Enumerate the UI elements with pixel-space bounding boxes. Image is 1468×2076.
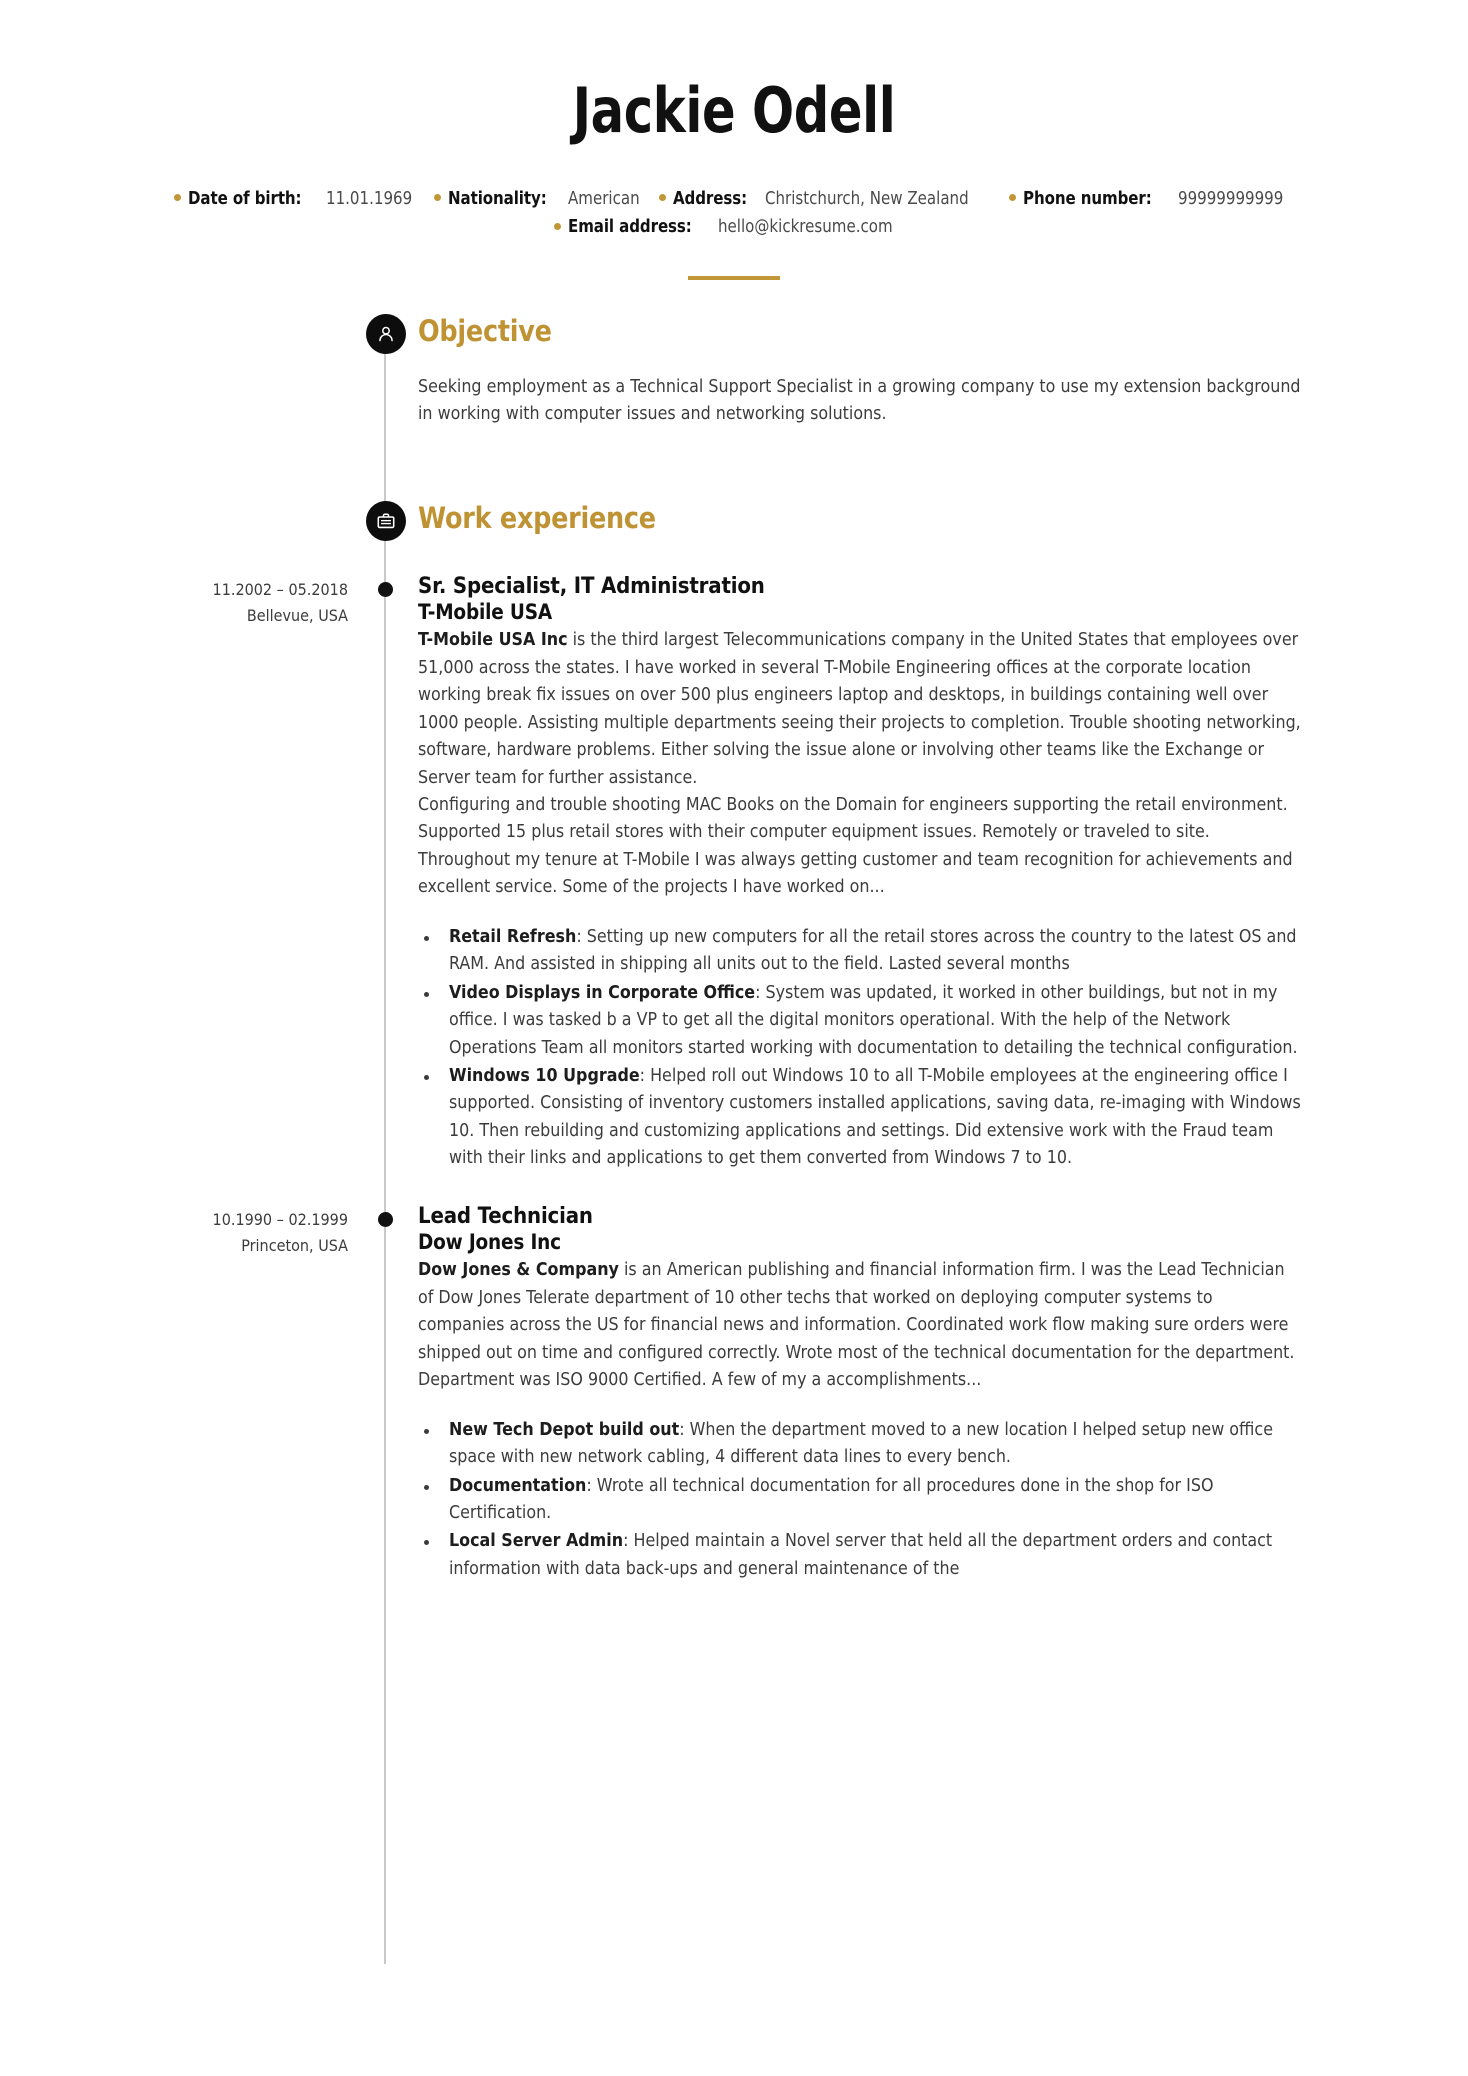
achievement-text	[449, 924, 1303, 979]
contact-label: Phone number:	[1022, 189, 1152, 210]
contact-line-primary	[60, 185, 1408, 213]
job-location: Princeton, USA	[241, 1235, 348, 1255]
job-description-extra: Configuring and trouble shooting MAC Books on the Domain for engineers supporting the retail environment.	[418, 795, 1288, 816]
bullet-dot-icon	[1009, 194, 1016, 201]
section-spacer	[0, 469, 1468, 493]
achievement-rest: : Helped maintain a Novel server that held all the department orders and contact information with data back-ups and general maintenance of the	[449, 1531, 1273, 1579]
section-title-work-experience: Work experience	[418, 500, 656, 535]
job-dates: 11.2002 – 05.2018	[212, 579, 348, 599]
section-objective	[0, 306, 1468, 429]
job-title: Lead Technician	[418, 1202, 593, 1229]
contact-label: Email address:	[568, 217, 692, 238]
job-description-lead: Dow Jones & Company	[418, 1260, 619, 1281]
job-description	[418, 627, 1303, 792]
achievement-rest: : System was updated, it worked in other buildings, but not in my office. I was tasked b a VP to get all the digital monitors operational. With the help of the Network Operations Team all monitors started working with documentation to detailing the technical configuration.	[449, 982, 1298, 1058]
list-item	[418, 1528, 1303, 1583]
resume-header	[0, 0, 1468, 280]
objective-paragraph: Seeking employment as a Technical Support Specialist in a growing company to use my extension background in working with computer issues and networking solutions.	[418, 376, 1301, 425]
contact-label: Nationality:	[447, 189, 547, 210]
achievement-text	[449, 1063, 1303, 1173]
list-item	[418, 1417, 1303, 1472]
job-description-extra: Supported 15 plus retail stores with their computer equipment issues. Remotely or traveled to site. Throughout my tenure at T-Mobile I was always getting customer and team recognition for achievements and excellent service. Some of the projects I have worked on...	[418, 822, 1293, 898]
job-title: Sr. Specialist, IT Administration	[418, 572, 765, 599]
bullet-dot-icon	[659, 194, 666, 201]
objective-body	[0, 374, 1468, 429]
achievement-lead: Retail Refresh	[449, 926, 577, 947]
achievement-lead: Local Server Admin	[449, 1531, 624, 1552]
bullet-dot-icon	[554, 223, 561, 230]
person-icon	[366, 314, 406, 354]
job-description-rest: is an American publishing and financial information firm. I was the Lead Technician of Dow Jones Telerate department of 10 other techs that worked on deploying computer systems to companies across the US for financial news and information. Coordinated work flow making sure orders were shipped out on time and configured correctly. Wrote most of the technical documentation for the department. Department was ISO 9000 Certified. A few of my a accomplishments...	[418, 1260, 1295, 1391]
achievement-lead: New Tech Depot build out	[449, 1419, 680, 1440]
achievement-lead: Video Displays in Corporate Office	[449, 982, 756, 1003]
achievement-text	[449, 1528, 1303, 1583]
achievement-rest: : Wrote all technical documentation for all procedures done in the shop for ISO Certification.	[449, 1475, 1214, 1523]
contact-label: Date of birth:	[188, 189, 302, 210]
achievement-rest: : Helped roll out Windows 10 to all T-Mobile employees at the engineering office I supported. Consisting of inventory customers installed applications, saving data, re-imaging with Windows 10. Then rebuilding and customizing applications and settings. Did extensive work with the Fraud team with their links and applications to get them converted from Windows 7 to 10.	[449, 1065, 1301, 1169]
job-description	[418, 1257, 1303, 1394]
section-spacer	[0, 429, 1468, 469]
contact-label: Address:	[672, 189, 747, 210]
contact-value: American	[568, 189, 640, 210]
bullet-dot-icon	[434, 194, 441, 201]
achievement-lead: Documentation	[449, 1475, 587, 1496]
page-title: Jackie Odell	[572, 74, 896, 147]
achievement-text	[449, 1473, 1303, 1528]
job-company: T-Mobile USA	[418, 600, 553, 625]
section-header-objective	[0, 306, 1468, 368]
job-content	[0, 573, 1468, 1173]
achievement-rest: : When the department moved to a new location I helped setup new office space with new network cabling, 4 different data lines to every bench.	[449, 1419, 1273, 1468]
header-divider	[688, 276, 780, 280]
contact-value: hello@kickresume.com	[717, 217, 893, 238]
achievement-text	[449, 1417, 1303, 1472]
job-description-rest: is the third largest Telecommunications company in the United States that employees over 51,000 across the states. I have worked in several T-Mobile Engineering offices at the corporate location working break fix issues on over 500 plus engineers laptop and desktops, in buildings containing well over 1000 people. Assisting multiple departments seeing their projects to completion. Trouble shooting networking, software, hardware problems. Either solving the issue alone or involving other teams like the Exchange or Server team for further assistance.	[418, 630, 1301, 788]
briefcase-icon	[366, 501, 406, 541]
job-location: Bellevue, USA	[246, 605, 348, 625]
bullet-dot-icon	[174, 194, 181, 201]
contact-line-secondary	[60, 213, 1408, 241]
list-item	[418, 1473, 1303, 1528]
list-item	[418, 980, 1303, 1062]
resume-body	[0, 306, 1468, 1583]
contact-value: 99999999999	[1178, 189, 1284, 210]
work-experience-entry	[0, 573, 1468, 1173]
timeline-dot-icon	[378, 1212, 393, 1227]
section-title-objective: Objective	[418, 313, 552, 348]
work-experience-entry	[0, 1203, 1468, 1584]
job-content	[0, 1203, 1468, 1584]
job-dates: 10.1990 – 02.1999	[212, 1209, 348, 1229]
contact-value: Christchurch, New Zealand	[764, 189, 969, 210]
section-header-work-experience	[0, 493, 1468, 555]
list-item	[418, 924, 1303, 979]
job-meta	[35, 577, 348, 629]
job-description-lead: T-Mobile USA Inc	[418, 630, 568, 651]
job-achievements-list	[418, 1417, 1303, 1584]
timeline-dot-icon	[378, 582, 393, 597]
contact-details	[0, 185, 1468, 242]
job-achievements-list	[418, 924, 1303, 1173]
section-work-experience	[0, 493, 1468, 1584]
job-company: Dow Jones Inc	[418, 1230, 561, 1255]
list-item	[418, 1063, 1303, 1173]
contact-value: 11.01.1969	[326, 189, 413, 210]
achievement-rest: : Setting up new computers for all the retail stores across the country to the latest OS and RAM. And assisted in shipping all units out to the field. Lasted several months	[449, 926, 1297, 975]
achievement-text	[449, 980, 1303, 1062]
achievement-lead: Windows 10 Upgrade	[449, 1065, 640, 1086]
job-meta	[35, 1207, 348, 1259]
